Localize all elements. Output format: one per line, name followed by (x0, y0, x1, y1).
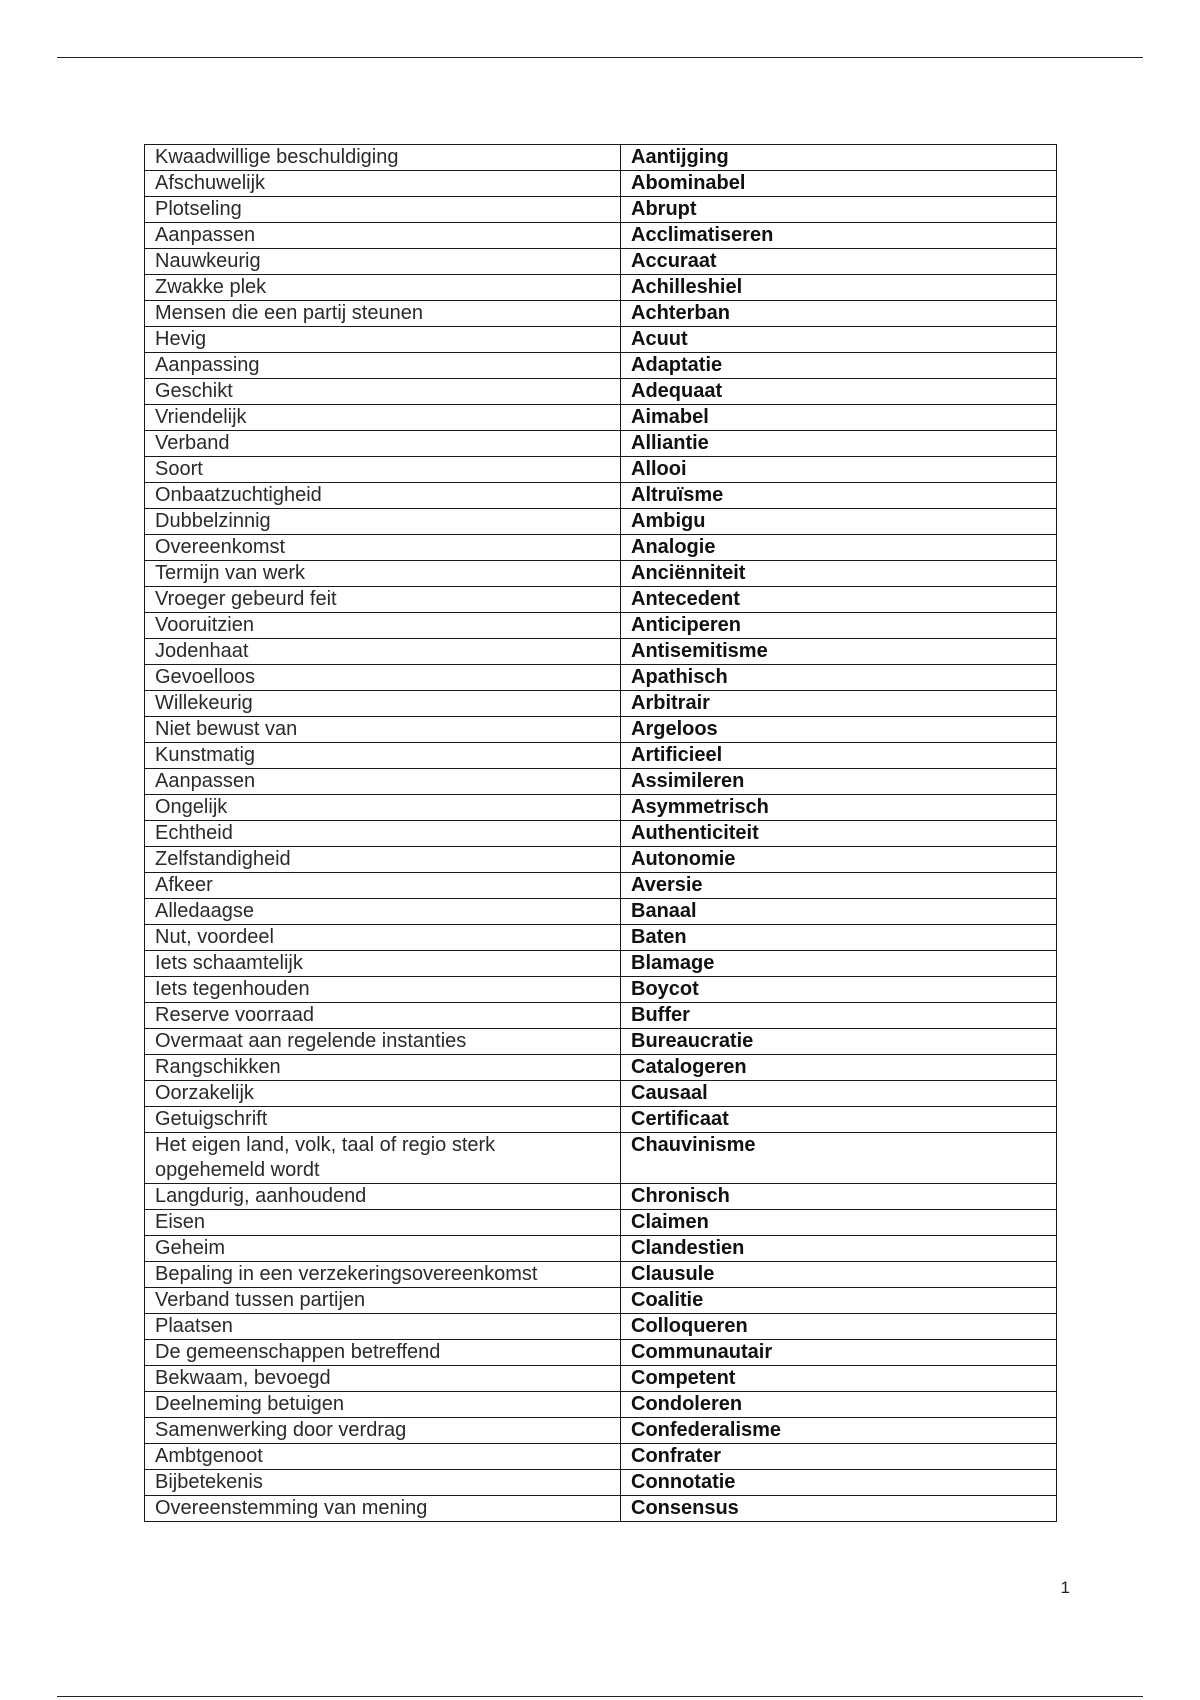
table-row (145, 1055, 1057, 1081)
word-cell: Banaal (621, 899, 1057, 925)
table-row (145, 1003, 1057, 1029)
word-cell: Adequaat (621, 379, 1057, 405)
word-cell: Acuut (621, 327, 1057, 353)
word-cell: Clausule (621, 1262, 1057, 1288)
table-row (145, 639, 1057, 665)
word-cell: Catalogeren (621, 1055, 1057, 1081)
word-cell: Achilleshiel (621, 275, 1057, 301)
meaning-cell: Geheim (145, 1236, 621, 1262)
word-cell: Aversie (621, 873, 1057, 899)
word-cell: Arbitrair (621, 691, 1057, 717)
table-row (145, 795, 1057, 821)
table-row (145, 691, 1057, 717)
word-cell: Claimen (621, 1210, 1057, 1236)
meaning-cell: Bepaling in een verzekeringsovereenkomst (145, 1262, 621, 1288)
meaning-cell: Dubbelzinnig (145, 509, 621, 535)
word-cell: Accuraat (621, 249, 1057, 275)
table-row (145, 847, 1057, 873)
word-cell: Confederalisme (621, 1418, 1057, 1444)
table-row (145, 223, 1057, 249)
table-row (145, 171, 1057, 197)
word-cell: Aantijging (621, 145, 1057, 171)
table-row (145, 1288, 1057, 1314)
meaning-cell: Kunstmatig (145, 743, 621, 769)
word-cell: Achterban (621, 301, 1057, 327)
table-row (145, 379, 1057, 405)
word-cell: Acclimatiseren (621, 223, 1057, 249)
word-cell: Anticiperen (621, 613, 1057, 639)
table-row (145, 1392, 1057, 1418)
meaning-cell: Termijn van werk (145, 561, 621, 587)
table-row (145, 613, 1057, 639)
meaning-cell: Vroeger gebeurd feit (145, 587, 621, 613)
page-number: 1 (1060, 1578, 1070, 1597)
word-cell: Clandestien (621, 1236, 1057, 1262)
table-row (145, 769, 1057, 795)
meaning-cell: Het eigen land, volk, taal of regio sterk opgehemeld wordt (145, 1133, 621, 1184)
word-cell: Authenticiteit (621, 821, 1057, 847)
meaning-cell: Verband (145, 431, 621, 457)
meaning-cell: Overeenstemming van mening (145, 1496, 621, 1522)
table-row (145, 1418, 1057, 1444)
word-cell: Asymmetrisch (621, 795, 1057, 821)
table-row (145, 561, 1057, 587)
word-cell: Ambigu (621, 509, 1057, 535)
meaning-cell: Mensen die een partij steunen (145, 301, 621, 327)
meaning-cell: Soort (145, 457, 621, 483)
word-cell: Coalitie (621, 1288, 1057, 1314)
meaning-cell: Overmaat aan regelende instanties (145, 1029, 621, 1055)
word-cell: Colloqueren (621, 1314, 1057, 1340)
meaning-cell: Afschuwelijk (145, 171, 621, 197)
table-row (145, 301, 1057, 327)
table-row (145, 821, 1057, 847)
meaning-cell: De gemeenschappen betreffend (145, 1340, 621, 1366)
table-row (145, 145, 1057, 171)
word-cell: Bureaucratie (621, 1029, 1057, 1055)
meaning-cell: Afkeer (145, 873, 621, 899)
table-row (145, 1081, 1057, 1107)
word-cell: Allooi (621, 457, 1057, 483)
table-row (145, 977, 1057, 1003)
meaning-cell: Bijbetekenis (145, 1470, 621, 1496)
meaning-cell: Geschikt (145, 379, 621, 405)
word-cell: Autonomie (621, 847, 1057, 873)
table-row (145, 249, 1057, 275)
table-row (145, 1262, 1057, 1288)
meaning-cell: Niet bewust van (145, 717, 621, 743)
table-row (145, 1133, 1057, 1184)
meaning-cell: Hevig (145, 327, 621, 353)
word-cell: Certificaat (621, 1107, 1057, 1133)
table-row (145, 431, 1057, 457)
table-row (145, 483, 1057, 509)
word-cell: Boycot (621, 977, 1057, 1003)
header-rule (57, 57, 1143, 58)
word-cell: Chronisch (621, 1184, 1057, 1210)
meaning-cell: Vriendelijk (145, 405, 621, 431)
meaning-cell: Samenwerking door verdrag (145, 1418, 621, 1444)
table-row (145, 197, 1057, 223)
meaning-cell: Bekwaam, bevoegd (145, 1366, 621, 1392)
word-cell: Argeloos (621, 717, 1057, 743)
word-cell: Altruïsme (621, 483, 1057, 509)
meaning-cell: Aanpassen (145, 769, 621, 795)
meaning-cell: Kwaadwillige beschuldiging (145, 145, 621, 171)
footer-rule (57, 1696, 1143, 1697)
table-row (145, 1107, 1057, 1133)
table-row (145, 925, 1057, 951)
word-cell: Buffer (621, 1003, 1057, 1029)
meaning-cell: Echtheid (145, 821, 621, 847)
table-row (145, 717, 1057, 743)
meaning-cell: Langdurig, aanhoudend (145, 1184, 621, 1210)
word-cell: Abrupt (621, 197, 1057, 223)
table-row (145, 1210, 1057, 1236)
meaning-cell: Iets schaamtelijk (145, 951, 621, 977)
table-row (145, 1236, 1057, 1262)
meaning-cell: Aanpassing (145, 353, 621, 379)
word-cell: Chauvinisme (621, 1133, 1057, 1184)
word-cell: Connotatie (621, 1470, 1057, 1496)
word-cell: Antisemitisme (621, 639, 1057, 665)
table-row (145, 1496, 1057, 1522)
word-cell: Condoleren (621, 1392, 1057, 1418)
word-cell: Artificieel (621, 743, 1057, 769)
table-row (145, 353, 1057, 379)
meaning-cell: Alledaagse (145, 899, 621, 925)
table-row (145, 509, 1057, 535)
meaning-cell: Zelfstandigheid (145, 847, 621, 873)
meaning-cell: Iets tegenhouden (145, 977, 621, 1003)
table-row (145, 1340, 1057, 1366)
vocabulary-table (144, 144, 1057, 1522)
word-cell: Antecedent (621, 587, 1057, 613)
table-row (145, 587, 1057, 613)
table-row (145, 665, 1057, 691)
word-cell: Alliantie (621, 431, 1057, 457)
word-cell: Competent (621, 1366, 1057, 1392)
table-row (145, 535, 1057, 561)
meaning-cell: Deelneming betuigen (145, 1392, 621, 1418)
table-row (145, 1470, 1057, 1496)
table-row (145, 1029, 1057, 1055)
table-row (145, 457, 1057, 483)
word-cell: Analogie (621, 535, 1057, 561)
vocabulary-table-body (145, 145, 1057, 1522)
word-cell: Apathisch (621, 665, 1057, 691)
word-cell: Causaal (621, 1081, 1057, 1107)
meaning-cell: Nauwkeurig (145, 249, 621, 275)
meaning-cell: Aanpassen (145, 223, 621, 249)
meaning-cell: Willekeurig (145, 691, 621, 717)
meaning-cell: Getuigschrift (145, 1107, 621, 1133)
word-cell: Abominabel (621, 171, 1057, 197)
meaning-cell: Reserve voorraad (145, 1003, 621, 1029)
meaning-cell: Ambtgenoot (145, 1444, 621, 1470)
meaning-cell: Nut, voordeel (145, 925, 621, 951)
meaning-cell: Jodenhaat (145, 639, 621, 665)
table-row (145, 1444, 1057, 1470)
meaning-cell: Gevoelloos (145, 665, 621, 691)
word-cell: Communautair (621, 1340, 1057, 1366)
meaning-cell: Eisen (145, 1210, 621, 1236)
meaning-cell: Zwakke plek (145, 275, 621, 301)
table-row (145, 1184, 1057, 1210)
meaning-cell: Rangschikken (145, 1055, 621, 1081)
table-row (145, 743, 1057, 769)
meaning-cell: Ongelijk (145, 795, 621, 821)
meaning-cell: Oorzakelijk (145, 1081, 621, 1107)
table-row (145, 1366, 1057, 1392)
word-cell: Consensus (621, 1496, 1057, 1522)
word-cell: Confrater (621, 1444, 1057, 1470)
meaning-cell: Plotseling (145, 197, 621, 223)
table-row (145, 405, 1057, 431)
table-row (145, 1314, 1057, 1340)
meaning-cell: Vooruitzien (145, 613, 621, 639)
table-row (145, 873, 1057, 899)
table-row (145, 899, 1057, 925)
table-row (145, 327, 1057, 353)
table-row (145, 951, 1057, 977)
table-row (145, 275, 1057, 301)
meaning-cell: Verband tussen partijen (145, 1288, 621, 1314)
word-cell: Adaptatie (621, 353, 1057, 379)
word-cell: Anciënniteit (621, 561, 1057, 587)
meaning-cell: Plaatsen (145, 1314, 621, 1340)
meaning-cell: Onbaatzuchtigheid (145, 483, 621, 509)
word-cell: Assimileren (621, 769, 1057, 795)
word-cell: Baten (621, 925, 1057, 951)
word-cell: Blamage (621, 951, 1057, 977)
meaning-cell: Overeenkomst (145, 535, 621, 561)
word-cell: Aimabel (621, 405, 1057, 431)
